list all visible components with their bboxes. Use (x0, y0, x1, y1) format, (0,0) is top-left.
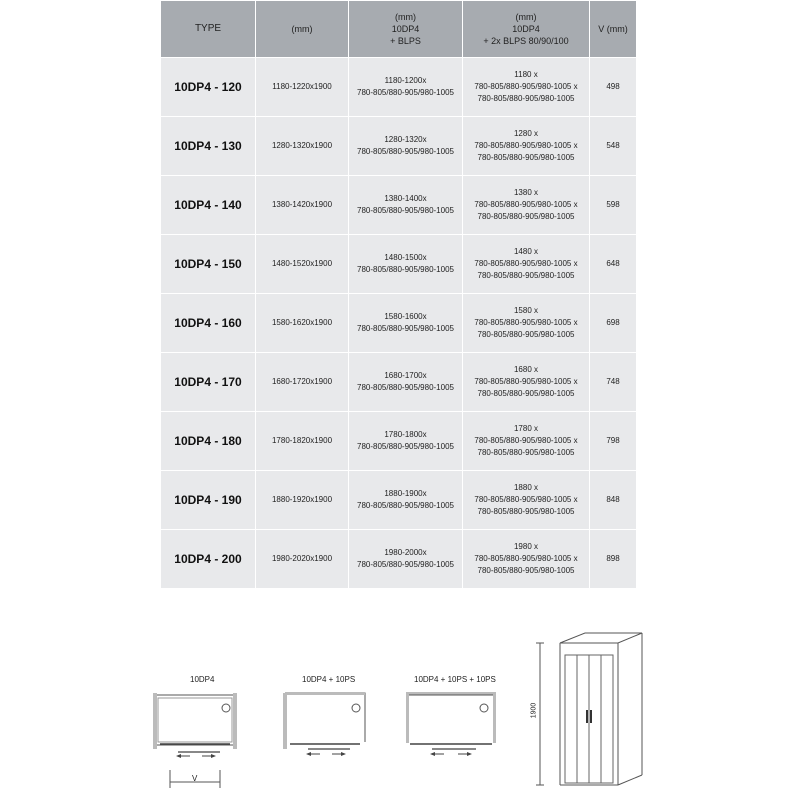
v-cell: 648 (590, 235, 637, 294)
blps2-cell (463, 530, 590, 589)
blps2-cell-line: 780-805/880-905/980-1005 x (474, 495, 578, 504)
header-cell (256, 1, 349, 58)
blps2-cell-line: 780-805/880-905/980-1005 (477, 271, 575, 280)
blps2-cell (463, 412, 590, 471)
size-cell: 1680-1720x1900 (256, 353, 349, 412)
size-cell: 1780-1820x1900 (256, 412, 349, 471)
blps2-cell-line: 780-805/880-905/980-1005 x (474, 554, 578, 563)
blps-cell (349, 353, 463, 412)
size-cell: 1580-1620x1900 (256, 294, 349, 353)
plan-diagram-10dp4-10ps-10ps (400, 670, 520, 770)
blps-cell-line: 1580-1600x (384, 312, 427, 321)
type-cell: 10DP4 - 120 (161, 58, 256, 117)
plan-drawing-10dp4 (150, 670, 260, 800)
blps-cell-line: 780-805/880-905/980-1005 (357, 147, 454, 156)
table-row (161, 58, 637, 117)
table-body (161, 58, 637, 589)
blps-cell-line: 1180-1200x (384, 76, 427, 85)
size-cell: 1280-1320x1900 (256, 117, 349, 176)
blps2-cell (463, 471, 590, 530)
v-cell: 548 (590, 117, 637, 176)
header-cell-line: + BLPS (390, 36, 421, 46)
blps-cell-line: 1980-2000x (384, 548, 427, 557)
blps2-cell-line: 780-805/880-905/980-1005 (477, 94, 575, 103)
blps2-cell-line: 780-805/880-905/980-1005 x (474, 82, 578, 91)
blps2-cell-line: 780-805/880-905/980-1005 x (474, 259, 578, 268)
plan-diagram-10dp4 (150, 670, 260, 800)
blps-cell-line: 1380-1400x (384, 194, 427, 203)
type-cell: 10DP4 - 130 (161, 117, 256, 176)
blps2-cell-line: 1380 x (513, 188, 539, 197)
plan-label-10dp4-10ps: 10DP4 + 10PS (302, 675, 356, 684)
blps2-cell-line: 780-805/880-905/980-1005 (477, 389, 575, 398)
v-cell: 748 (590, 353, 637, 412)
blps-cell (349, 412, 463, 471)
blps2-cell (463, 353, 590, 412)
blps2-cell (463, 235, 590, 294)
blps-cell-line: 780-805/880-905/980-1005 (357, 324, 454, 333)
plan-diagram-10dp4-10ps (280, 670, 390, 770)
header-cell-line: 10DP4 (391, 24, 420, 34)
size-cell: 1380-1420x1900 (256, 176, 349, 235)
table-row (161, 353, 637, 412)
blps-cell (349, 530, 463, 589)
blps-cell-line: 780-805/880-905/980-1005 (357, 442, 454, 451)
blps2-cell-line: 1780 x (513, 424, 539, 433)
blps2-cell-line: 780-805/880-905/980-1005 x (474, 200, 578, 209)
v-cell: 898 (590, 530, 637, 589)
blps2-cell-line: 1980 x (513, 542, 539, 551)
blps-cell (349, 176, 463, 235)
size-cell: 1980-2020x1900 (256, 530, 349, 589)
table-row (161, 294, 637, 353)
header-cell-line: (mm) (395, 12, 416, 22)
table-row (161, 412, 637, 471)
header-cell (590, 1, 637, 58)
blps-cell (349, 58, 463, 117)
blps-cell-line: 780-805/880-905/980-1005 (357, 383, 454, 392)
table-header (161, 1, 637, 58)
blps2-cell (463, 117, 590, 176)
header-cell-line: 10DP4 (512, 24, 540, 34)
blps2-cell-line: 1280 x (513, 129, 539, 138)
blps2-cell-line: 1480 x (513, 247, 539, 256)
blps-cell (349, 235, 463, 294)
blps2-cell-line: 1880 x (513, 483, 539, 492)
v-cell: 598 (590, 176, 637, 235)
blps-cell-line: 780-805/880-905/980-1005 (357, 206, 454, 215)
height-dimension-label: 1900 (530, 702, 538, 719)
v-dimension-label: V (192, 774, 198, 783)
blps-cell (349, 471, 463, 530)
blps-cell-line: 1880-1900x (384, 489, 427, 498)
plan-label-10dp4-10ps-10ps: 10DP4 + 10PS + 10PS (414, 675, 496, 684)
header-cell-line: V (mm) (598, 24, 628, 34)
type-cell: 10DP4 - 150 (161, 235, 256, 294)
plan-drawing-10dp4-10ps-10ps (400, 670, 520, 770)
type-cell: 10DP4 - 160 (161, 294, 256, 353)
blps-cell-line: 1280-1320x (384, 135, 427, 144)
header-row (161, 1, 637, 58)
blps2-cell-line: 780-805/880-905/980-1005 (477, 153, 575, 162)
blps2-cell-line: 780-805/880-905/980-1005 x (474, 318, 578, 327)
blps-cell-line: 1680-1700x (384, 371, 427, 380)
blps-cell (349, 117, 463, 176)
blps2-cell (463, 294, 590, 353)
header-cell-line: TYPE (194, 23, 222, 34)
blps2-cell-line: 1680 x (513, 365, 539, 374)
plan-drawing-10dp4-10ps (280, 670, 390, 770)
blps-cell-line: 1480-1500x (384, 253, 427, 262)
blps2-cell (463, 176, 590, 235)
type-cell: 10DP4 - 190 (161, 471, 256, 530)
spec-table (160, 0, 637, 589)
type-cell: 10DP4 - 140 (161, 176, 256, 235)
header-cell (463, 1, 590, 58)
v-cell: 798 (590, 412, 637, 471)
blps2-cell-line: 780-805/880-905/980-1005 x (474, 377, 578, 386)
size-cell: 1480-1520x1900 (256, 235, 349, 294)
size-cell: 1180-1220x1900 (256, 58, 349, 117)
blps-cell-line: 780-805/880-905/980-1005 (357, 501, 454, 510)
table-row (161, 530, 637, 589)
type-cell: 10DP4 - 180 (161, 412, 256, 471)
blps2-cell-line: 780-805/880-905/980-1005 x (474, 436, 578, 445)
blps2-cell-line: 780-805/880-905/980-1005 (477, 448, 575, 457)
plan-label-10dp4: 10DP4 (190, 675, 215, 684)
table-row (161, 117, 637, 176)
header-cell-line: + 2x BLPS 80/90/100 (483, 36, 569, 46)
blps-cell-line: 780-805/880-905/980-1005 (357, 88, 454, 97)
v-cell: 848 (590, 471, 637, 530)
header-cell-line: (mm) (515, 12, 537, 22)
blps2-cell-line: 780-805/880-905/980-1005 x (474, 141, 578, 150)
blps2-cell-line: 780-805/880-905/980-1005 (477, 330, 575, 339)
v-cell: 698 (590, 294, 637, 353)
size-cell: 1880-1920x1900 (256, 471, 349, 530)
type-cell: 10DP4 - 200 (161, 530, 256, 589)
blps-cell-line: 780-805/880-905/980-1005 (357, 265, 454, 274)
blps2-cell-line: 780-805/880-905/980-1005 (477, 507, 575, 516)
table-row (161, 235, 637, 294)
blps-cell-line: 780-805/880-905/980-1005 (357, 560, 454, 569)
enclosure-drawing (530, 625, 650, 800)
blps2-cell (463, 58, 590, 117)
blps2-cell-line: 780-805/880-905/980-1005 (477, 212, 575, 221)
enclosure-perspective-drawing (530, 625, 650, 800)
header-cell (349, 1, 463, 58)
header-cell-line: (mm) (291, 24, 313, 34)
type-cell: 10DP4 - 170 (161, 353, 256, 412)
blps2-cell-line: 1580 x (513, 306, 539, 315)
blps2-cell-line: 1180 x (514, 70, 538, 79)
v-cell: 498 (590, 58, 637, 117)
table-row (161, 471, 637, 530)
blps2-cell-line: 780-805/880-905/980-1005 (477, 566, 575, 575)
header-cell (161, 1, 256, 58)
blps-cell (349, 294, 463, 353)
blps-cell-line: 1780-1800x (384, 430, 427, 439)
table-row (161, 176, 637, 235)
